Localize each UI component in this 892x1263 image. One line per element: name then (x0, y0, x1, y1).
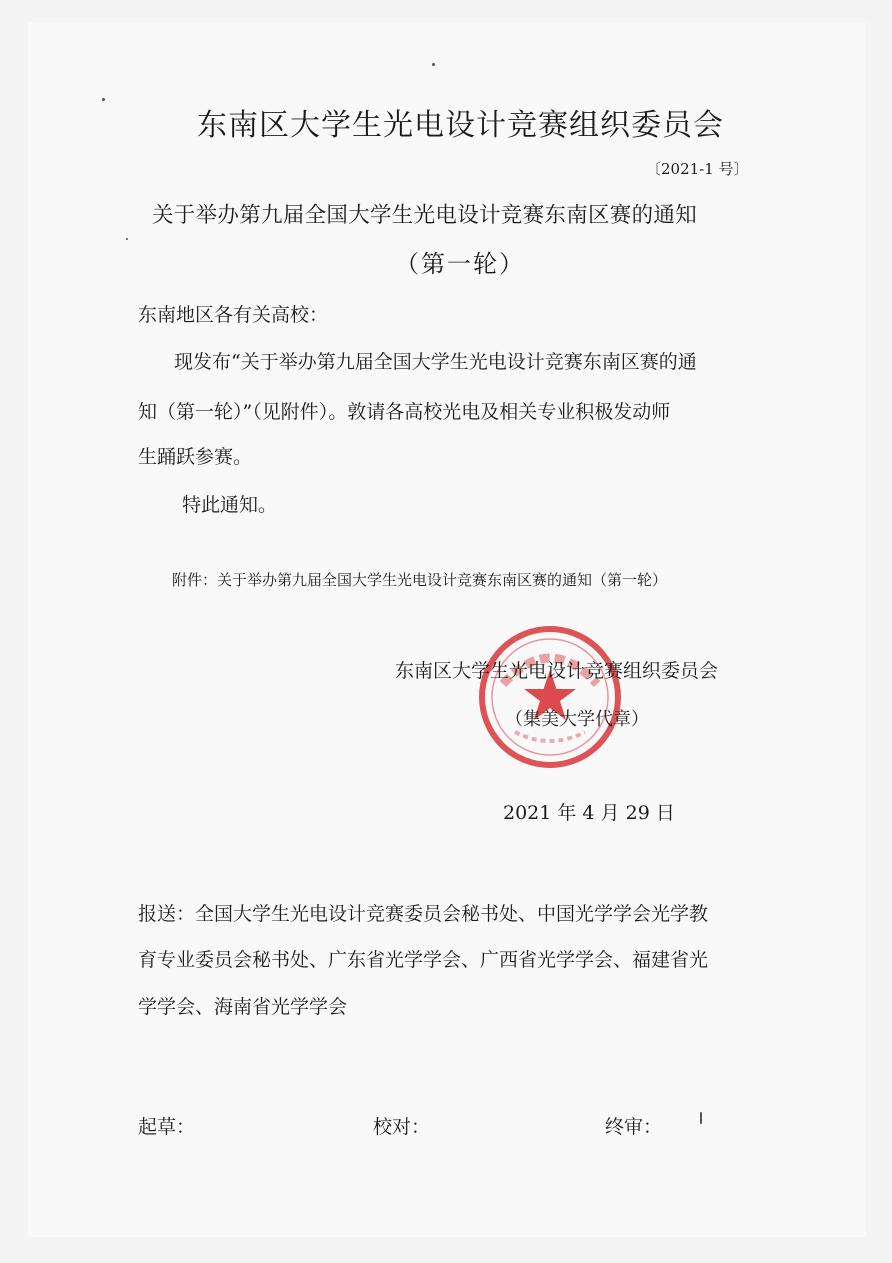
scan-speck (432, 63, 435, 66)
body-line: 现发布“关于举办第九届全国大学生光电设计竞赛东南区赛的通 (174, 351, 697, 373)
scan-speck (102, 98, 105, 101)
cc-line: 学学会、海南省光学学会 (138, 996, 348, 1018)
cc-line: 报送：全国大学生光电设计竞赛委员会秘书处、中国光学学会光学教 (138, 903, 709, 925)
signature-date: 2021 年 4 月 29 日 (503, 802, 675, 824)
scan-speck (700, 1112, 702, 1124)
organization-title: 东南区大学生光电设计竞赛组织委员会 (197, 108, 724, 143)
closing-text: 特此通知。 (182, 494, 278, 516)
document-number: 〔2021-1 号〕 (646, 160, 749, 178)
round-label: （第一轮） (395, 250, 525, 278)
scan-speck (126, 238, 128, 240)
body-line: 知（第一轮）”（见附件）。敦请各高校光电及相关专业积极发动师 (138, 401, 671, 423)
cc-line: 育专业委员会秘书处、广东省光学学会、广西省光学学会、福建省光 (138, 949, 709, 971)
body-line: 生踊跃参赛。 (138, 446, 253, 468)
notice-title: 关于举办第九届全国大学生光电设计竞赛东南区赛的通知 (152, 203, 698, 228)
proofread-label: 校对： (373, 1116, 431, 1138)
salutation: 东南地区各有关高校： (138, 304, 329, 326)
seal-note: （集美大学代章） (505, 709, 649, 730)
attachment-note: 附件：关于举办第九届全国大学生光电设计竞赛东南区赛的通知（第一轮） (172, 571, 668, 589)
signature-organization: 东南区大学生光电设计竞赛组织委员会 (395, 660, 719, 682)
draft-label: 起草： (138, 1116, 196, 1138)
final-review-label: 终审： (605, 1116, 663, 1138)
official-seal (475, 622, 625, 772)
